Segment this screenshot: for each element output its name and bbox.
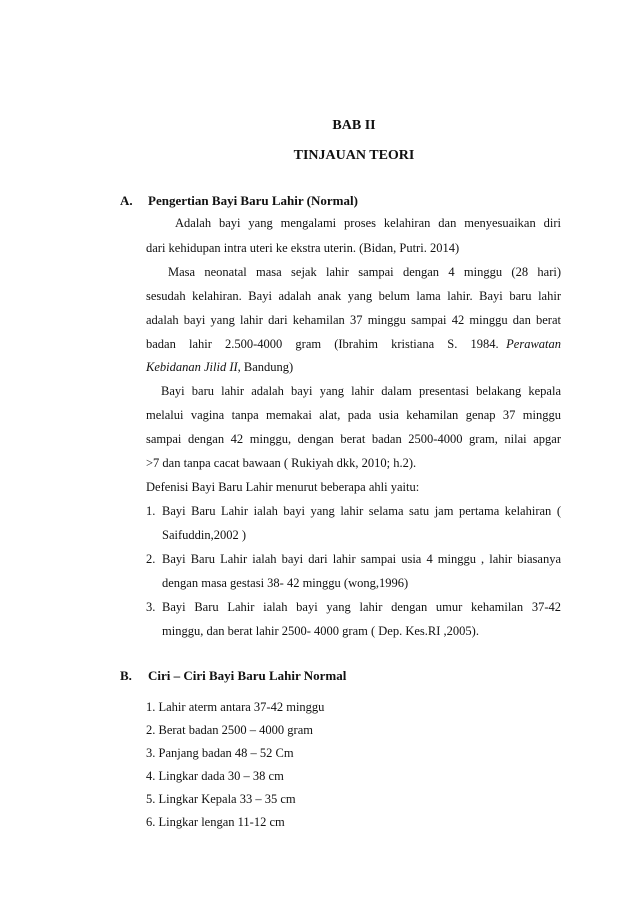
para2-line4-italic: Perawatan xyxy=(506,337,561,351)
section-a-letter: A. xyxy=(120,193,133,208)
section-b-letter: B. xyxy=(120,668,132,683)
section-b-heading xyxy=(120,668,346,684)
definition-3-line2: minggu, dan berat lahir 2500- 4000 gram ( Dep. Kes.RI ,2005). xyxy=(162,624,479,638)
para1-line2: dari kehidupan intra uteri ke ekstra uterin. (Bidan, Putri. 2014) xyxy=(146,241,460,255)
chapter-title: TINJAUAN TEORI xyxy=(293,148,415,163)
section-a-title: Pengertian Bayi Baru Lahir (Normal) xyxy=(148,193,358,208)
para3-line2: melalui vagina tanpa memakai alat, pada usia kehamilan genap 37 minggu xyxy=(146,408,561,422)
definition-1-line2: Saifuddin,2002 ) xyxy=(162,528,247,542)
para2-line5-italic: Kebidanan Jilid II xyxy=(146,360,238,374)
para2-line3: adalah bayi yang lahir dari kehamilan 37 minggu sampai 42 minggu dan berat xyxy=(146,313,561,327)
definition-3-num: 3. xyxy=(146,600,156,614)
definition-2-line1: Bayi Baru Lahir ialah bayi dari lahir sampai usia 4 minggu , lahir biasanya xyxy=(162,552,561,566)
section-a-heading xyxy=(120,193,358,209)
para2-line5 xyxy=(146,359,293,375)
para1-line1: Adalah bayi yang mengalami proses kelahiran dan menyesuaikan diri xyxy=(175,216,561,230)
list-item: 6. Lingkar lengan 11-12 cm xyxy=(146,815,285,829)
list-item: 2. Berat badan 2500 – 4000 gram xyxy=(146,723,313,737)
para2-line1: Masa neonatal masa sejak lahir sampai dengan 4 minggu (28 hari) xyxy=(168,265,561,279)
para2-line5-rest: , Bandung) xyxy=(237,360,294,374)
para2-line4-text: badan lahir 2.500-4000 gram (Ibrahim kristiana S. 1984. xyxy=(146,337,499,351)
definition-1-line1: Bayi Baru Lahir ialah bayi yang lahir selama satu jam pertama kelahiran ( xyxy=(162,504,561,518)
para3-line3: sampai dengan 42 minggu, dengan berat badan 2500-4000 gram, nilai apgar xyxy=(146,432,561,446)
definition-2-num: 2. xyxy=(146,552,156,566)
para3-line1: Bayi baru lahir adalah bayi yang lahir dalam presentasi belakang kepala xyxy=(161,384,561,398)
para3-line4: >7 dan tanpa cacat bawaan ( Rukiyah dkk, 2010; h.2). xyxy=(146,456,417,470)
definition-3-line1: Bayi Baru Lahir ialah bayi yang lahir dengan umur kehamilan 37-42 xyxy=(162,600,561,614)
para2-line2: sesudah kelahiran. Bayi adalah anak yang belum lama lahir. Bayi baru lahir xyxy=(146,289,561,303)
chapter-number: BAB II xyxy=(332,118,376,133)
para2-line4 xyxy=(146,336,561,352)
definition-1-num: 1. xyxy=(146,504,156,518)
section-b-title: Ciri – Ciri Bayi Baru Lahir Normal xyxy=(148,668,347,683)
definition-2-line2: dengan masa gestasi 38- 42 minggu (wong,1996) xyxy=(162,576,409,590)
list-item: 4. Lingkar dada 30 – 38 cm xyxy=(146,769,284,783)
list-item: 3. Panjang badan 48 – 52 Cm xyxy=(146,746,294,760)
list-item: 5. Lingkar Kepala 33 – 35 cm xyxy=(146,792,296,806)
list-item: 1. Lahir aterm antara 37-42 minggu xyxy=(146,700,325,714)
definition-intro: Defenisi Bayi Baru Lahir menurut beberapa ahli yaitu: xyxy=(146,480,420,494)
